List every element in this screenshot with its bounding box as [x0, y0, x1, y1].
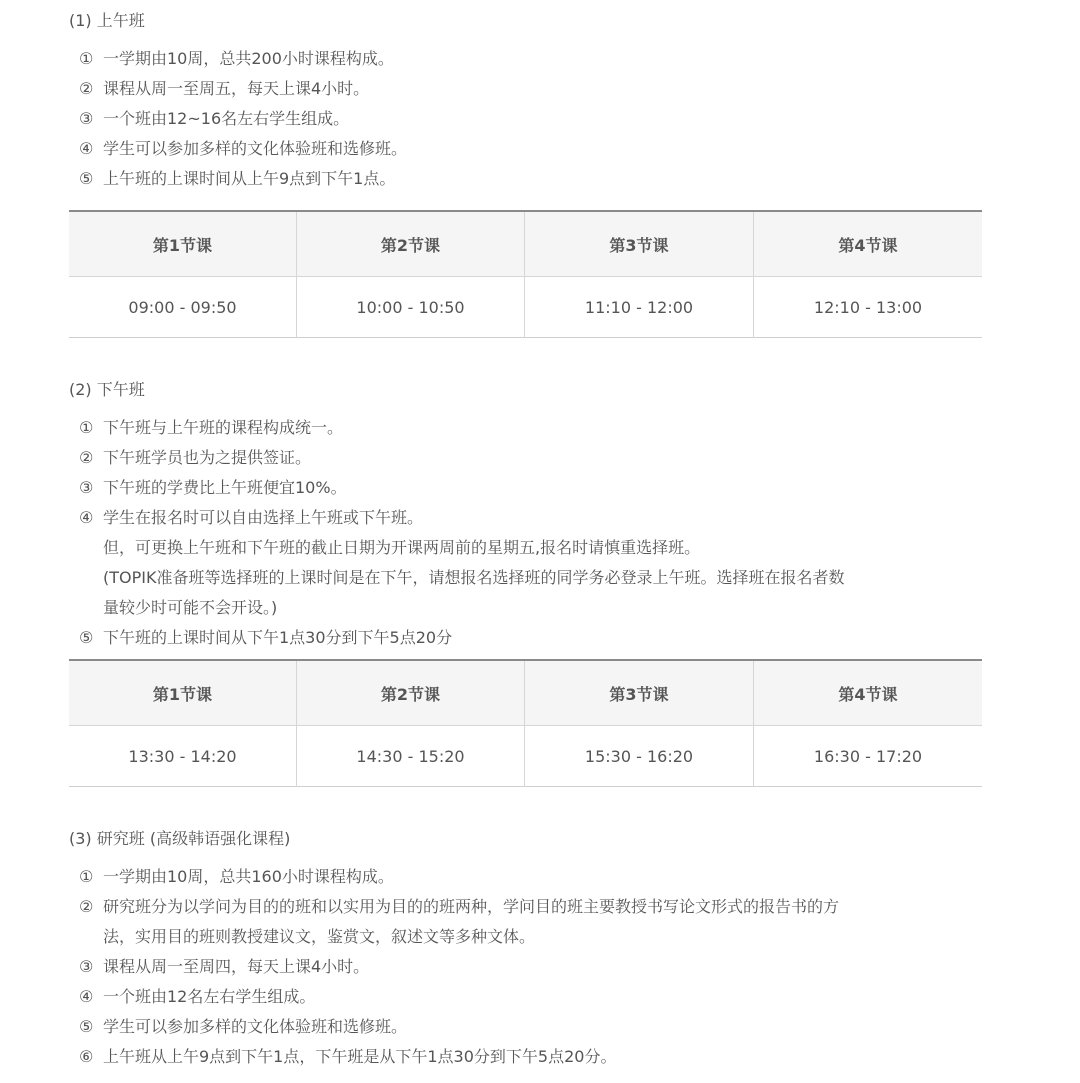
morning-class-list	[79, 44, 979, 194]
item-text: 学生在报名时可以自由选择上午班或下午班。	[103, 508, 424, 527]
item-number: ②	[79, 448, 94, 467]
item-text: 下午班的学费比上午班便宜10%。	[103, 478, 347, 497]
item-number: ④	[79, 987, 94, 1006]
item-number: ⑤	[79, 1017, 94, 1036]
table-header-cell: 第3节课	[525, 661, 754, 726]
table-cell: 13:30 - 14:20	[69, 726, 297, 787]
item-text: 一学期由10周，总共160小时课程构成。	[103, 867, 394, 886]
item-number: ②	[79, 79, 94, 98]
list-item	[79, 164, 979, 194]
item-text: 课程从周一至周五，每天上课4小时。	[103, 79, 370, 98]
afternoon-schedule-table	[69, 659, 982, 787]
table-cell: 12:10 - 13:00	[813, 298, 923, 317]
table-header-cell: 第2节课	[297, 212, 525, 277]
research-class-list	[79, 862, 979, 1072]
item-number: ⑤	[79, 169, 94, 188]
list-item	[79, 104, 979, 134]
item-text: 一个班由12名左右学生组成。	[103, 987, 316, 1006]
table-cell: 09:00 - 09:50	[69, 277, 297, 338]
item-text: 一个班由12~16名左右学生组成。	[103, 109, 350, 128]
item-text: 量较少时可能不会开设。)	[103, 598, 278, 617]
afternoon-class-list	[79, 413, 979, 653]
section-title-research: (3) 研究班 (高级韩语强化课程)	[69, 829, 291, 848]
item-number: ③	[79, 957, 94, 976]
item-number: ③	[79, 109, 94, 128]
item-number: ④	[79, 139, 94, 158]
table-cell: 11:10 - 12:00	[525, 277, 754, 338]
list-item	[79, 503, 979, 623]
item-number: ①	[79, 418, 94, 437]
list-item	[79, 623, 979, 653]
list-item	[79, 443, 979, 473]
item-text: 学生可以参加多样的文化体验班和选修班。	[103, 139, 408, 158]
item-number: ⑤	[79, 628, 94, 647]
list-item	[79, 473, 979, 503]
item-number: ①	[79, 49, 94, 68]
list-item	[79, 44, 979, 74]
morning-schedule-table	[69, 210, 982, 338]
table-cell: 16:30 - 17:20	[813, 747, 923, 766]
item-text: 法，实用目的班则教授建议文，鉴赏文，叙述文等多种文体。	[103, 927, 536, 946]
item-text: (TOPIK准备班等选择班的上课时间是在下午，请想报名选择班的同学务必登录上午班。选择班在报名者数	[103, 568, 845, 587]
table-header-cell: 第1节课	[69, 212, 297, 277]
table-cell: 10:00 - 10:50	[297, 277, 525, 338]
item-text: 下午班学员也为之提供签证。	[103, 448, 312, 467]
item-text: 学生可以参加多样的文化体验班和选修班。	[103, 1017, 408, 1036]
table-cell: 14:30 - 15:20	[297, 726, 525, 787]
table-header-cell: 第1节课	[69, 661, 297, 726]
list-item	[79, 1042, 979, 1072]
list-item	[79, 952, 979, 982]
item-text: 下午班的上课时间从下午1点30分到下午5点20分	[103, 628, 453, 647]
list-item	[79, 892, 979, 952]
list-item	[79, 862, 979, 892]
item-number: ②	[79, 897, 94, 916]
item-number: ⑥	[79, 1047, 94, 1066]
table-header-cell: 第4节课	[754, 661, 982, 726]
section-title-afternoon: (2) 下午班	[69, 380, 145, 399]
table-header-cell: 第3节课	[525, 212, 754, 277]
table-header-cell: 第2节课	[297, 661, 525, 726]
list-item	[79, 982, 979, 1012]
section-title-morning: (1) 上午班	[69, 11, 145, 30]
item-text: 下午班与上午班的课程构成统一。	[103, 418, 344, 437]
list-item	[79, 413, 979, 443]
item-text: 但，可更换上午班和下午班的截止日期为开课两周前的星期五,报名时请慎重选择班。	[103, 538, 701, 557]
table-header-cell: 第4节课	[754, 212, 982, 277]
list-item	[79, 134, 979, 164]
item-number: ④	[79, 508, 94, 527]
table-cell: 15:30 - 16:20	[525, 726, 754, 787]
item-text: 课程从周一至周四，每天上课4小时。	[103, 957, 370, 976]
item-text: 研究班分为以学问为目的的班和以实用为目的的班两种，学问目的班主要教授书写论文形式的报告书的方	[103, 897, 840, 916]
list-item	[79, 1012, 979, 1042]
item-text: 上午班的上课时间从上午9点到下午1点。	[103, 169, 396, 188]
item-text: 上午班从上午9点到下午1点，下午班是从下午1点30分到下午5点20分。	[103, 1047, 617, 1066]
item-text: 一学期由10周，总共200小时课程构成。	[103, 49, 394, 68]
list-item	[79, 74, 979, 104]
item-number: ①	[79, 867, 94, 886]
item-number: ③	[79, 478, 94, 497]
